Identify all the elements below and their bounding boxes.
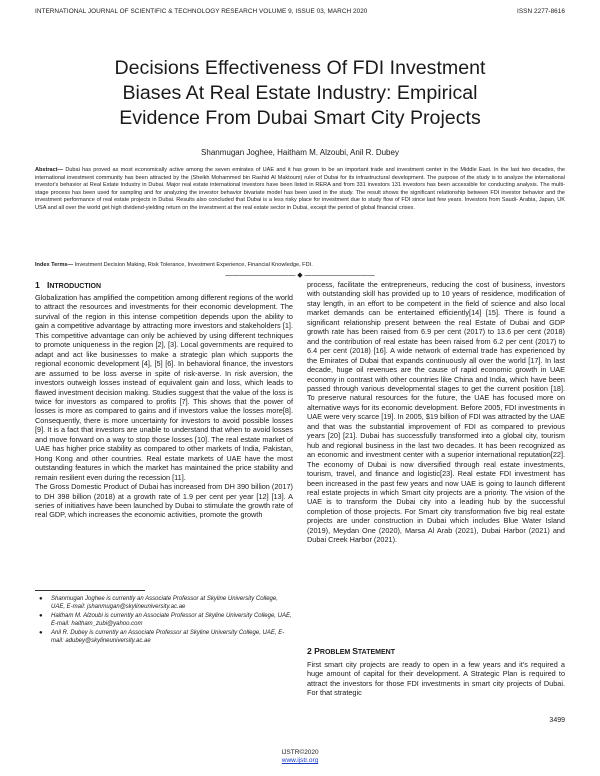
index-terms-label: Index Terms—: [35, 262, 74, 268]
journal-name: INTERNATIONAL JOURNAL OF SCIENTIFIC & TECHNOLOGY RESEARCH VOLUME 9, ISSUE 03, MARCH 2020: [35, 8, 368, 15]
left-column: [35, 280, 293, 520]
author-list: Shanmugan Joghee, Haitham M. Alzoubi, Anil R. Dubey: [201, 148, 399, 157]
title-line-3: Evidence From Dubai Smart City Projects: [119, 107, 481, 129]
copyright: IJSTR©2020: [281, 749, 319, 756]
section-1-heading: [35, 280, 293, 292]
footnote-item: [35, 613, 293, 628]
index-terms-text: Investment Decision Making, Risk Tolerance, Investment Experience, Financial Knowledge, FDI.: [73, 262, 313, 268]
footnote-text: Shanmugan Joghee is currently an Associate Professor at Skyline University College, UAE, E-mail: jshanmugan@skylineuniversity.ac.ae: [51, 596, 278, 610]
issn: ISSN 2277-8616: [517, 8, 565, 15]
title-line-1: Decisions Effectiveness Of FDI Investment: [114, 57, 486, 79]
section-divider: —————————— ◆ ——————————: [225, 272, 375, 279]
right-column: [307, 280, 565, 545]
title-line-2: Biases At Real Estate Industry: Empirical: [122, 82, 478, 104]
section-2: [307, 646, 565, 698]
paper-title: [30, 56, 570, 131]
abstract-text: Dubai has proved as most economically active among the seven emirates of UAE and it has grown to be an important trade and investment center in the Middle East. In the last two decades, the international investment community has been attracted by the (Sheikh Mohammed bin Rashid Al Maktoum) ruler of Dubai for its infrastructural development. The purpose of the study is to analyze the international investor's behavior at Real Estate Industry in Dubai. Major real estate international investors have been listed in RERA and from 331 investors 131 investors has been accessible for conducting analysis. The multi-stage process has been used for sampling and for analyzing the investor behavior bivariate model has been used in the study. The result shows the significant relationship between FDI investor behavior and the investment performance of real estate projects in Dubai. Results also concluded that Dubai is a less risky place for investment due to study flow of FDI since last few years. Investors from Saudi- Arabia, Japan, UK USA and all over the world get high dividend-yielding return on the investment at the real estate sector in Dubai, except the period of global financial crises.: [35, 167, 565, 211]
problem-statement-paragraph: First smart city projects are ready to open in a few years and it's required a huge amount of capital for their development. A Strategic Plan is required to attract the investors for those FDI investments in smart city projects of Dubai. For that strategic: [307, 660, 565, 698]
abstract: [35, 167, 565, 212]
section-2-number: 2: [307, 646, 312, 656]
journal-url-link[interactable]: www.ijstr.org: [281, 757, 319, 764]
index-terms: [35, 262, 565, 268]
section-1-number: 1: [35, 280, 40, 290]
intro-paragraph-3: process, facilitate the entrepreneurs, reducing the cost of business, investors with outstanding skill has provided up to 10 years of residence, modification of stay length, in an effort to be competent in the field of science and also local market demands can be entertained efficiently[14] [15]. There is found a significant relationship present between the real Estate of Dubai and GDP growth rate has been raised from 6.9 per cent (2017) to 13.6 per cent (2018) and the contribution of real estate has been raised from 6.2 per cent (2017) to 6.4 per cent (2018) [16]. A wide network of external trade has experienced by the Emirates of Dubai that expands continuously all over the world [17]. In last decade, huge oil revenues are the cause of rapid economic growth in UAE economy in contrast with other countries like China and India, which have been passed through various developmental stages to get the current position [18]. To preserve natural resources for the future, the UAE has focused more on alternative ways for its economic development. Before 2005, FDI investments in UAE were very scarce [19]. In 2005, $19 billion of FDI was attracted by the UAE and that was the substantial improvement of FDI as compared to previous years [20] [21]. Dubai has successfully transformed into a global city, tourism hub and regional business in the last two decades. It has been recognized as an economic and investment center with a superior international reputation[22]. The economy of Dubai is now diversified through real estate investments, tourism, travel, and finance and logistic[23]. Real estate FDI investment has been increased in the past few years and now UAE is going to launch different real estate projects in which Smart city projects are a priority. The vision of the UAE is to transform the Dubai city into a leading hub by the successful completion of those projects. For Smart city transformation five big real estate projects are under construction in Dubai which includes Blue Water Island (2019), Meydan One (2020), Marsa Al Arab (2021), Dubai Harbor (2021) and Dubai Creek Harbor (2021).: [307, 280, 565, 545]
section-2-title-rest: ROBLEM: [319, 649, 353, 656]
intro-paragraph-1: Globalization has amplified the competition among different regions of the world to attract the resources and investments for their economic development. The survival of the region in this intense competition depends upon the ability to gain a competitive advantage by attracting more investors and stakeholders [1]. This competitive advantage can only be achieved by using different techniques to promote uniqueness in the region [2], [3]. Local governments are required to adapt and act like businesses to make a strategic plan which supports the regional economic development [4], [5] [6]. In behavioral finance, the investors are assumed to be loss averse in spite of risk-averse. In risk aversion, the investors outweigh losses instead of equivalent gain and loss, which leads to flawed investment decision making. Studies suggest that the value of the loss is twice for investors as compared to profits [7]. This shows that the power of losses is more as compared to gains and if investors value the losses more[8]. Consequently, there is more uncertainty for investors to avoid possible losses [9]. It is a fact that investors are unable to understand that when to avoid losses and move forward on a way to stop those losses [10]. The real estate market of UAE has higher price stability as compared to other markets of India, Pakistan, Hong Kong and other countries. Real estate markets of UAE have the most outstanding features in which the market has maintained the price stability and remain resilient even during the recession [11].: [35, 293, 293, 482]
author-footnotes: [35, 596, 293, 648]
abstract-label: Abstract—: [35, 167, 64, 173]
footnote-text: Anil R. Dubey is currently an Associate Professor at Skyline University College, UAE, E-mail: adubey@skylineuniversity.ac.ae: [51, 630, 285, 644]
page-number: 3499: [549, 717, 565, 724]
footnote-rule: [35, 590, 145, 591]
footnote-text: Haitham M. Alzoubi is currently an Associate Professor at Skyline University College, UAE, E-mail: haitham_zubi@yahoo.com: [51, 613, 292, 627]
section-2-heading: [307, 646, 565, 658]
bullet-icon: ●: [39, 596, 43, 602]
footnote-item: [35, 630, 293, 645]
footnote-item: [35, 596, 293, 611]
intro-paragraph-2: The Gross Domestic Product of Dubai has increased from DH 390 billion (2017) to DH 398 billion (2018) at a growth rate of 1.9 per cent per year [12] [13]. A series of initiatives have been launched by Dubai to stimulate the growth rate of real GDP, which increases the economic activities, promote the growth: [35, 482, 293, 520]
section-2-title-rest-2: TATEMENT: [357, 649, 395, 656]
running-header: [35, 8, 565, 15]
section-2-title-initial: P: [314, 646, 320, 656]
section-1-title-rest: NTRODUCTION: [49, 283, 102, 290]
section-2-title-initial-2: S: [352, 646, 358, 656]
bullet-icon: ●: [39, 630, 43, 637]
page-footer: [0, 749, 600, 765]
bullet-icon: ●: [39, 613, 43, 620]
section-1-title-initial: I: [46, 280, 50, 290]
